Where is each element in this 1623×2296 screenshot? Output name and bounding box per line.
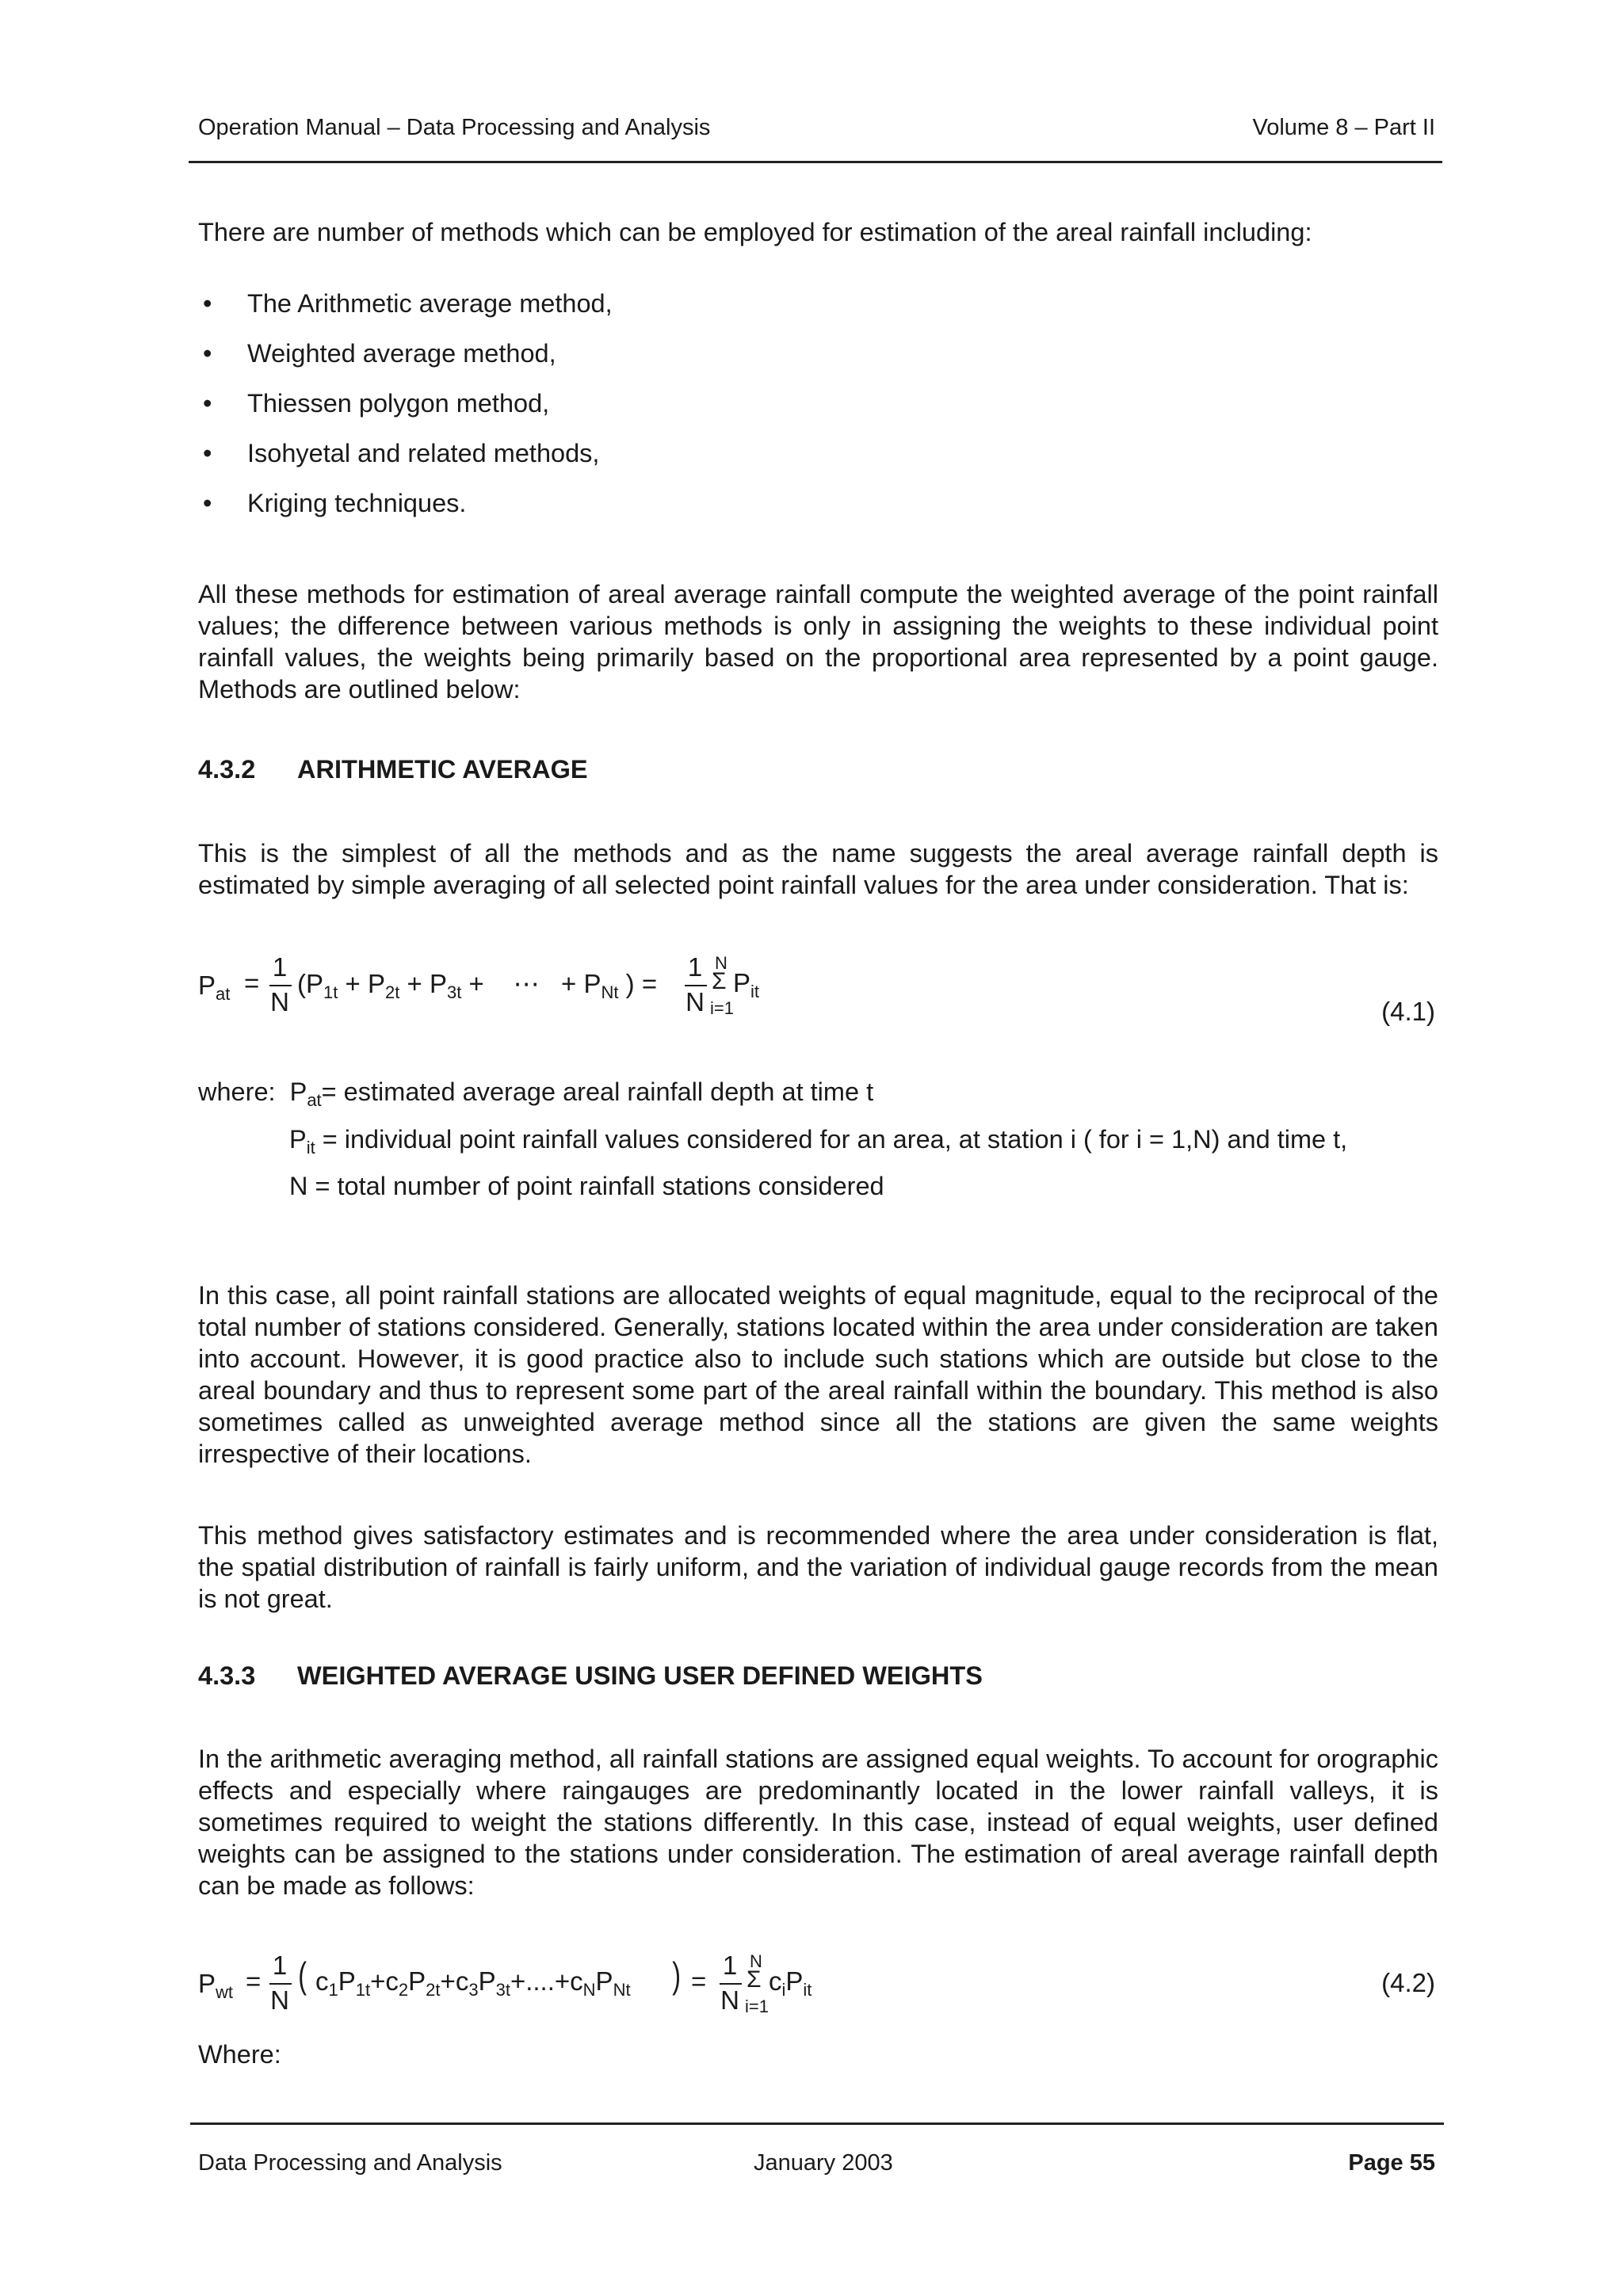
- bullet-icon: •: [203, 439, 212, 467]
- eq1-number: (4.1): [1381, 997, 1435, 1026]
- eq2-summand: $c_iP_{it}$: [769, 1966, 812, 2000]
- section-title: ARITHMETIC AVERAGE: [297, 755, 588, 784]
- bullet-icon: •: [203, 389, 212, 418]
- eq1-denominator-2: N: [685, 987, 705, 1016]
- eq1-lhs: $P_{at}$: [198, 971, 231, 1004]
- footer-rule: [190, 2122, 1444, 2125]
- bullet-icon: •: [203, 289, 212, 318]
- eq2-number: (4.2): [1381, 1968, 1435, 1997]
- eq2-lhs: $P_{wt}$: [198, 1969, 234, 2002]
- eq2-sum-upper: N: [750, 1951, 762, 1971]
- paragraph-all-methods: All these methods for estimation of areal average rainfall compute the weighted average of the point rainfall values; the difference between various methods is only in assigning the weights to these individual point rainfall values, the weights being primarily based on the proportional area represented by a point gauge. Methods are outlined below:: [198, 580, 1438, 704]
- section-number: 4.3.2: [198, 755, 256, 784]
- eq2-right-paren-icon: ): [672, 1955, 682, 1996]
- eq2-equals: =: [246, 1966, 262, 1996]
- paragraph-simplest: This is the simplest of all the methods and as the name suggests the areal average rainfall depth is estimated by simple averaging of all selected point rainfall values for the area under consideration. That is:: [198, 839, 1438, 899]
- section-number: 4.3.3: [198, 1661, 256, 1690]
- list-item-text: Weighted average method,: [247, 339, 556, 368]
- paragraph-satisfactory: This method gives satisfactory estimates and is recommended where the area under consideration is flat, the spatial distribution of rainfall is fairly uniform, and the variation of individual gauge records from the mean is not great.: [198, 1521, 1438, 1613]
- list-item-text: The Arithmetic average method,: [247, 289, 613, 318]
- eq1-denominator: N: [270, 987, 289, 1016]
- section-title: WEIGHTED AVERAGE USING USER DEFINED WEIGHTS: [297, 1661, 983, 1690]
- eq1-fraction-bar-2: [685, 985, 707, 986]
- eq2-numerator: 1: [272, 1951, 288, 1980]
- bullet-icon: •: [203, 489, 212, 517]
- where1-def-pat: where: $P_{at}=$ estimated average areal rainfall depth at time t: [198, 1077, 874, 1110]
- list-item-text: Thiessen polygon method,: [247, 389, 550, 418]
- eq1-numerator-2: 1: [687, 952, 703, 982]
- where1-def-n: N = total number of point rainfall stations considered: [289, 1172, 884, 1200]
- eq2-equals-2: =: [691, 1966, 707, 1996]
- header-title: Operation Manual – Data Processing and Analysis: [198, 115, 711, 140]
- header-volume: Volume 8 – Part II: [1252, 115, 1435, 140]
- footer-title: Data Processing and Analysis: [198, 2150, 502, 2176]
- where1-def-pit: $P_{it}$ = individual point rainfall values considered for an area, at station i ( for i = 1,N) and time t,: [289, 1125, 1348, 1158]
- eq2-denominator-2: N: [720, 1985, 739, 2015]
- eq1-sum-lower: i=1: [710, 998, 734, 1018]
- eq1-fraction-bar: [269, 985, 292, 986]
- eq1-numerator: 1: [272, 952, 288, 982]
- eq1-summand: $P_{it}$: [733, 968, 760, 1001]
- bullet-icon: •: [203, 339, 212, 368]
- where2-label: Where:: [198, 2040, 281, 2069]
- paragraph-equal-weights: In this case, all point rainfall stations are allocated weights of equal magnitude, equal to the reciprocal of the total number of stations considered. Generally, stations located within the area under consideration are taken into account. However, it is good practice also to include such stations which are outside but close to the areal boundary and thus to represent some part of the areal rainfall within the boundary. This method is also sometimes called as unweighted average method since all the stations are given the same weights irrespective of their locations.: [198, 1281, 1438, 1468]
- eq2-numerator-2: 1: [722, 1951, 738, 1980]
- list-item-text: Isohyetal and related methods,: [247, 439, 600, 467]
- eq2-left-paren-icon: (: [298, 1955, 307, 1996]
- eq2-sigma-icon: Σ: [747, 1966, 762, 1993]
- eq1-sum-terms: ($P_{1t} + P_{2t} + P_{3t}$ + ⋯ + $P_{Nt}$ ) =: [297, 969, 658, 1002]
- list-item-text: Kriging techniques.: [247, 489, 467, 517]
- header-rule: [189, 161, 1442, 163]
- eq2-sum-lower: i=1: [745, 1997, 769, 2016]
- eq2-fraction-bar-2: [720, 1983, 742, 1985]
- eq2-fraction-bar: [269, 1983, 292, 1985]
- paragraph-weighted: In the arithmetic averaging method, all rainfall stations are assigned equal weights. To account for orographic effects and especially where raingauges are predominantly located in the lower rainfall valleys, it is sometimes required to weight the stations differently. In this case, instead of equal weights, user defined weights can be assigned to the stations under consideration. The estimation of areal average rainfall depth can be made as follows:: [198, 1745, 1438, 1900]
- intro-text: There are number of methods which can be employed for estimation of the areal rainfall including:: [198, 218, 1312, 246]
- eq2-sum-terms: $c_1P_{1t}+c_2P_{2t}+c_3P_{3t}+....+c_NP_{Nt}$: [315, 1966, 631, 2000]
- footer-date: January 2003: [754, 2150, 893, 2176]
- page-number: Page 55: [1348, 2150, 1435, 2176]
- eq1-equals: =: [244, 968, 260, 997]
- eq1-sigma-icon: Σ: [712, 968, 727, 994]
- eq1-sum-upper: N: [715, 953, 727, 973]
- eq2-denominator: N: [270, 1985, 289, 2015]
